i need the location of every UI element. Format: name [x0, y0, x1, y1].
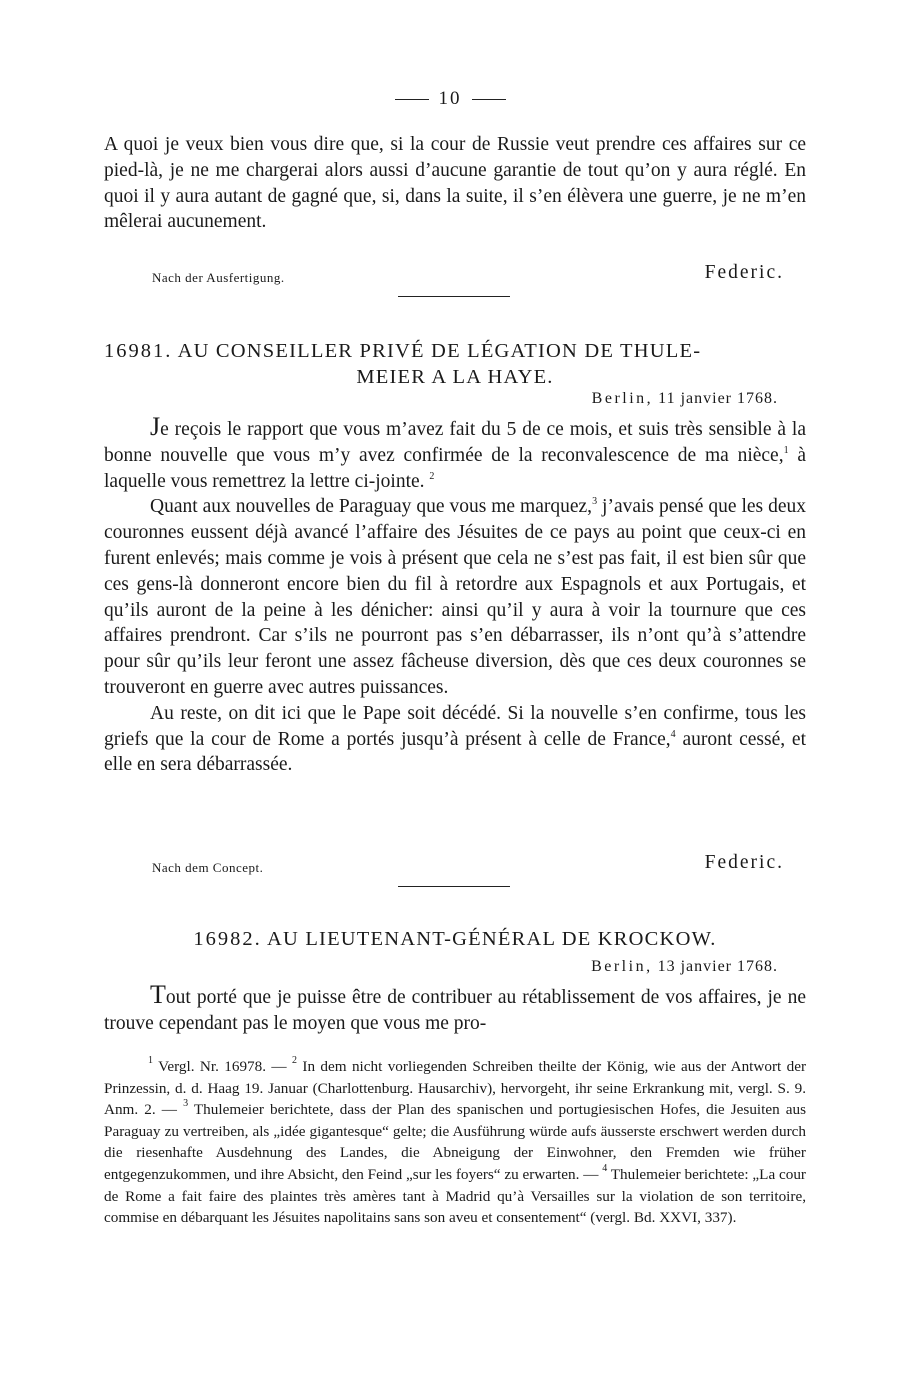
- letter-heading-title: AU LIEUTENANT-GÉNÉRAL DE KROCKOW.: [267, 928, 717, 950]
- paragraph-text: auront cessé, et elle en sera débarrassée.: [104, 728, 806, 776]
- body-paragraph: [104, 494, 806, 700]
- body-paragraph: [104, 982, 806, 1037]
- paragraph-text: Au reste, on dit ici que le Pape soit décédé. Si la nouvelle s’en confirme, tous les griefs que la cour de Rome a portés jusqu’à présent à celle de France,: [104, 702, 806, 750]
- letter-body: [104, 414, 806, 778]
- body-paragraph: [104, 701, 806, 778]
- letter-heading: [104, 926, 806, 952]
- intro-text: A quoi je veux bien vous dire que, si la cour de Russie veut prendre ces affaires sur ce pied-là, je ne me chargerai alors aussi d’aucune garantie de tout qu’on y aura réglé. En quoi il y aura autant de gagné que, si, dans la suite, il s’en élèvera une guerre, je ne m’en mêlerai aucunement.: [104, 134, 806, 233]
- letter-number: 16981.: [104, 340, 173, 362]
- header-dash-left: [395, 99, 429, 100]
- paragraph-text: j’avais pensé que les deux couronnes eussent déjà avancé l’affaire des Jésuites de ce pays au point que ceux-ci en furent enlevés; mais comme je vois à présent que cela ne s’est pas fait, il est bien sûr que ces gens-là donneront encore bien du fil à retordre aux Espagnols et aux Portugais, et qu’ils auront de la peine à les dénicher: ainsi qu’il y aura à voir la tournure que ces affaires prendront. Car s’ils ne pourront pas s’en débarrasser, ils n’ont qu’à s’attendre pour sûr qu’ils leur feront une assez fâcheuse diversion, dès que ces deux couronnes se trouveront en guerre avec autres puissances.: [104, 496, 806, 698]
- letter-dateline: [591, 958, 778, 976]
- letter-signature: Federic.: [704, 852, 784, 873]
- body-paragraph: [104, 414, 806, 494]
- intro-source-note: Nach der Ausfertigung.: [152, 270, 285, 285]
- initial-letter: J: [150, 412, 161, 441]
- footnote-ref: 4: [670, 728, 676, 740]
- letter-heading-line: [104, 338, 806, 364]
- paragraph-text: e reçois le rapport que vous m’avez fait du 5 de ce mois, et suis très sensible à la bonne nouvelle que vous m’y avez confirmée de la reconvalescence de ma nièce,: [104, 419, 806, 466]
- footnotes-text: [104, 1056, 806, 1229]
- footnote-number: 2: [292, 1055, 297, 1066]
- footnotes: [104, 1056, 806, 1229]
- paragraph-text: à laquelle vous remettrez la lettre ci-jointe.: [104, 444, 806, 492]
- intro-paragraph: [104, 132, 806, 235]
- footnote-ref: 3: [592, 496, 598, 508]
- footnote-text: Thulemeier berichtete, dass der Plan des spanischen und portugiesischen Hofes, die Jesuiten aus Paraguay zu vertreiben, als „idée gigantesque“ gelte; die Ausführung würde aufs äusserste erschwert werden durch die riesenhafte Ausdehnung des Landes, die Abneigung der Einwohner, den Fremden wie früher entgegenzukommen, und ihre Absicht, den Feind „sur les foyers“ zu erwarten. —: [104, 1101, 807, 1183]
- letter-number: 16982.: [193, 928, 262, 950]
- page-number-header: [0, 88, 900, 110]
- footnote-number: 3: [183, 1098, 189, 1110]
- dateline-place: Berlin,: [591, 958, 653, 975]
- paragraph-text: out porté que je puisse être de contribuer au rétablissement de vos affaires, je ne trouve cependant pas le moyen que vous me pro-: [104, 987, 806, 1034]
- intro-signature: Federic.: [704, 262, 784, 283]
- footnote-text: Thulemeier berichtete: „La cour de Rome a fait faire des plaintes très amères tant à Madrid qu’à Versailles sur la violation de son territoire, commise en débarquant les Jésuites napolitains sans son aveu et consentement“ (vergl. Bd. XXVI, 337).: [104, 1165, 806, 1227]
- footnote-number: 4: [602, 1162, 608, 1174]
- letter-source-note: Nach dem Concept.: [152, 860, 264, 875]
- letter-heading-title: AU CONSEILLER PRIVÉ DE LÉGATION DE THULE-: [177, 340, 702, 362]
- dateline-place: Berlin,: [591, 390, 654, 407]
- footnote-text: Vergl. Nr. 16978. —: [158, 1058, 287, 1075]
- footnote-number: 1: [148, 1055, 153, 1066]
- page-number: 10: [438, 88, 462, 109]
- paragraph-text: Quant aux nouvelles de Paraguay que vous me marquez,: [150, 496, 593, 518]
- section-divider: [398, 886, 510, 887]
- letter-heading: [104, 338, 806, 390]
- letter-heading-continuation: MEIER A LA HAYE.: [356, 366, 554, 388]
- footnote-ref: 1: [783, 444, 789, 456]
- letter-dateline: [592, 390, 778, 408]
- header-dash-right: [472, 99, 506, 100]
- section-divider: [398, 296, 510, 297]
- footnote-ref: 2: [429, 470, 435, 482]
- dateline-date: 13 janvier 1768.: [657, 958, 778, 975]
- letter-body: [104, 982, 806, 1037]
- dateline-date: 11 janvier 1768.: [658, 390, 778, 407]
- footnote-text: In dem nicht vorliegenden Schreiben theilte der König, wie aus der Antwort der Prinzessin, d. d. Haag 19. Januar (Charlottenburg. Hausarchiv), hervorgeht, ihr seine Erkrankung mit, vergl. S. 9. Anm. 2. —: [104, 1058, 807, 1119]
- initial-letter: T: [150, 980, 166, 1009]
